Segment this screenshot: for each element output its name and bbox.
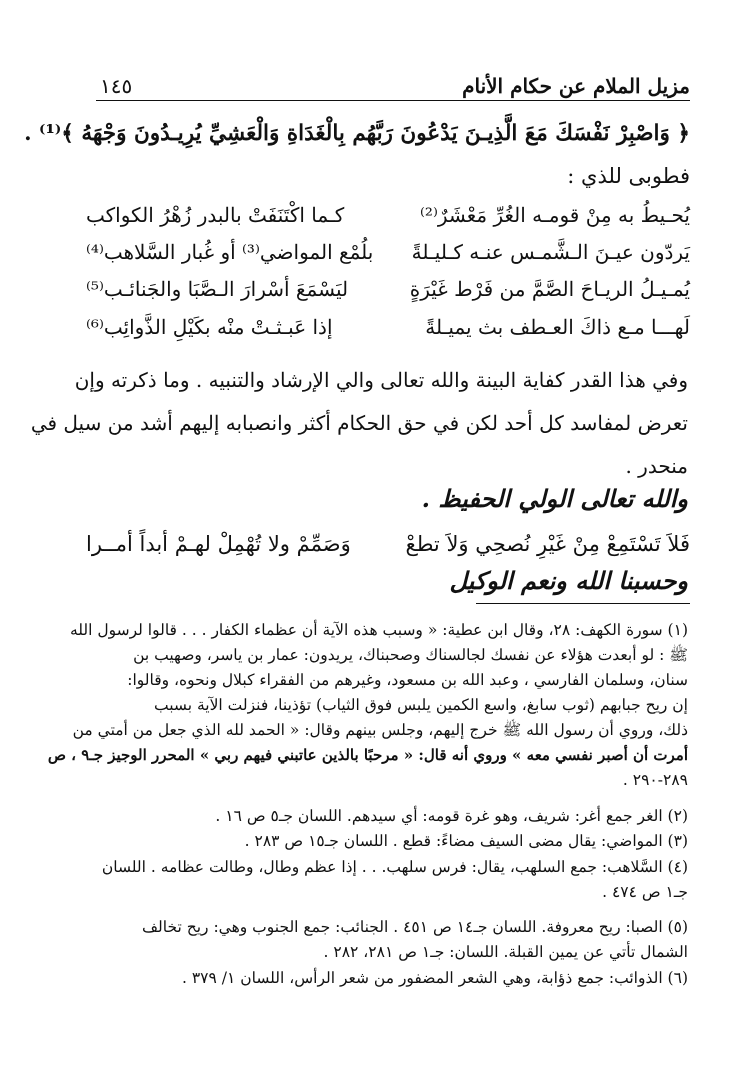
verse-second-hemistich: ليَسْمَعَ أسْرارَ الـصَّبَا والجَنائـب⁽⁵⁾ [86, 277, 349, 301]
footnote-4-line: (٤) السَّلاهب: جمع السلهب، يقال: فرس سلهب. . . إذا عظم وطال، وطالت عظامه . اللسان [101, 858, 688, 876]
verse-second-hemistich: وَصَمِّمْ ولا تُهْمِلْ لهـمْ أبداً أمــرا [86, 532, 351, 556]
paragraph-line-2: تعرض لمفاسد كل أحد لكن في حق الحكام أكثر وانصبابه إليهم أشد من سيل في [30, 411, 688, 435]
closing-phrase-final: وحسبنا الله ونعم الوكيل [449, 566, 688, 595]
footnote-1-line: ﷺ : لو أبعدت هؤلاء عن نفسك لجالسناك وصحبناك، يريدون: عمار بن ياسر، وصهيب بن [133, 646, 688, 664]
footnote-5-line: (٥) الصبا: ريح معروفة. اللسان جـ١٤ ص ٤٥١ . الجنائب: جمع الجنوب وهي: ريح تخالف [141, 918, 688, 936]
verse-first-hemistich: لَهـــا مـع ذاكَ العـطف بث يميـلةً [425, 315, 690, 339]
paragraph-line-3: منحدر . [625, 454, 688, 478]
verse-second-hemistich: بلُمْع المواضي⁽³⁾ أو غُبار السَّلاهب⁽⁴⁾ [86, 240, 374, 264]
poem-verse-2 [86, 240, 690, 274]
footnote-4-line: جـ١ ص ٤٧٤ . [602, 883, 688, 901]
closing-verse [86, 532, 690, 566]
page-number: ١٤٥ [100, 74, 133, 98]
running-header [96, 70, 690, 101]
footnote-2: (٢) الغر جمع أغر: شريف، وهو غرة قومه: أي سيدهم. اللسان جـ٥ ص ١٦ . [215, 807, 688, 825]
footnote-5-line: الشمال تأتي عن يمين القبلة. اللسان: جـ١ ص ٢٨١، ٢٨٢ . [323, 943, 688, 961]
footnote-6: (٦) الذوائب: جمع ذؤابة، وهي الشعر المضفور من شعر الرأس، اللسان ١/ ٣٧٩ . [181, 969, 688, 987]
footnote-1-line: ٢٨٩-٢٩٠ . [622, 771, 688, 789]
intro-line: فطوبى للذي : [567, 164, 690, 188]
quran-verse: ﴿ وَاصْبِرْ نَفْسَكَ مَعَ الَّذِيـنَ يَدْعُونَ رَبَّهُم بِالْغَدَاةِ وَالْعَشِيِّ يُرِيـدُونَ وَجْهَهُ ﴾⁽¹⁾ . [24, 121, 690, 146]
footnote-1-line: إن ريح جبابهم (ثوب سابغ، واسع الكمين يلبس فوق الثياب) تؤذينا، فنزلت الآية بسبب [154, 696, 688, 714]
footnote-1-line: (١) سورة الكهف: ٢٨، وقال ابن عطية: « وسبب هذه الآية أن عظماء الكفار . . . قالوا لرسول الله [69, 621, 688, 639]
footnote-separator [476, 603, 690, 604]
poem-verse-1 [86, 203, 690, 237]
verse-first-hemistich: يُمـيـلُ الريـاحَ الصَّمَّ من فَرْط غَيْرَةٍ [409, 277, 690, 301]
footnote-1-line: سنان، وسلمان الفارسي ، وعبد الله بن مسعود، وغيرهم من الفقراء كبلال ونحوه، وقالوا: [127, 671, 688, 689]
footnote-3: (٣) المواضي: يقال مضى السيف مضاءً: قطع . اللسان جـ١٥ ص ٢٨٣ . [244, 832, 688, 850]
verse-first-hemistich: فَلاَ تَسْتَمِعْ مِنْ غَيْرِ نُصحِي وَلاَ تطعْ [405, 532, 690, 556]
footnote-1-line: أمرت أن أصبر نفسي معه » وروي أنه قال: « مرحبًا بالذين عاتبني فيهم ربي » المحرر الوجيز جـ٩ ، ص [47, 746, 688, 764]
verse-first-hemistich: يَردّون عيـنَ الـشَّمـس عنـه كـليـلةً [411, 240, 690, 264]
poem-verse-4 [86, 315, 690, 349]
verse-second-hemistich: إذا عَبـثـتْ منْه بكَيْلِ الذَّوائِب⁽⁶⁾ [86, 315, 333, 339]
footnote-1-line: ذلك، وروي أن رسول الله ﷺ خرج إليهم، وجلس بينهم وقال: « الحمد لله الذي جعل من أمتي من [72, 721, 688, 739]
paragraph-line-1: وفي هذا القدر كفاية البينة والله تعالى والي الإرشاد والتنبيه . وما ذكرته وإن [74, 368, 688, 392]
verse-second-hemistich: كـما اكْتَنَفَتْ بالبدر زُهْرُ الكواكب [86, 203, 345, 227]
verse-first-hemistich: يُحـيطُ به مِنْ قومـه الغُرِّ مَعْشَرٌ⁽²⁾ [420, 203, 690, 227]
poem-verse-3 [86, 277, 690, 311]
closing-phrase: والله تعالى الولي الحفيظ . [421, 484, 688, 513]
book-title: مزيل الملام عن حكام الأنام [462, 74, 690, 98]
